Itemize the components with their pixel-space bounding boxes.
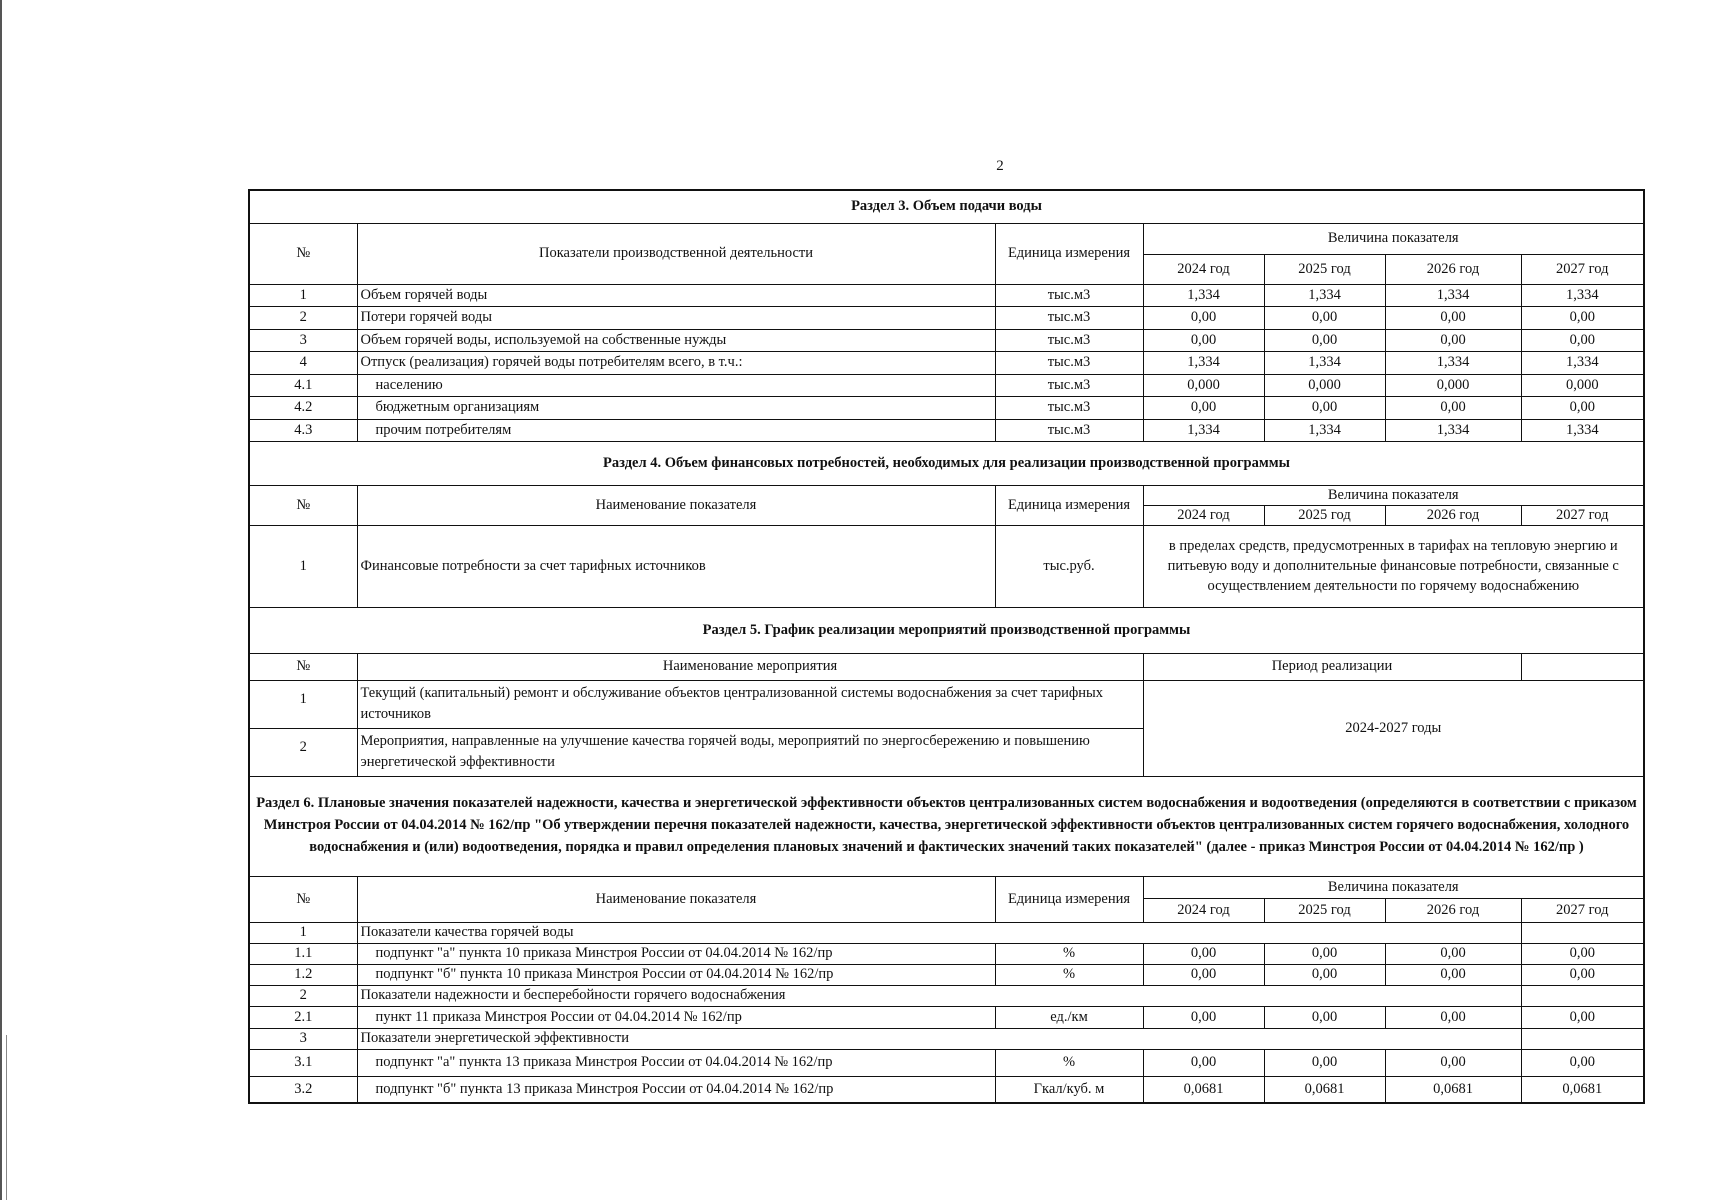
row-value: 1,334 [1521,351,1644,374]
header-value: Величина показателя [1143,876,1644,898]
section4-title: Раздел 4. Объем финансовых потребностей, необходимых для реализации производственной программы [249,441,1644,485]
section5-data-row [249,680,1644,728]
row-value: 1,334 [1521,284,1644,306]
header-empty [1521,653,1644,680]
header-no: № [249,223,357,284]
row-value: 0,00 [1521,1049,1644,1076]
header-unit: Единица измерения [995,876,1143,922]
row-number: 1.1 [249,943,357,964]
row-number: 3.2 [249,1076,357,1103]
row-value: 0,0681 [1521,1076,1644,1103]
row-value: 0,00 [1521,964,1644,985]
row-name: подпункт "б" пункта 10 приказа Минстроя России от 04.04.2014 № 162/пр [357,964,995,985]
header-unit: Единица измерения [995,223,1143,284]
header-year: 2027 год [1521,898,1644,922]
group-empty [1521,985,1644,1006]
row-value: 0,00 [1385,1006,1521,1028]
row-name: Потери горячей воды [357,306,995,329]
row-value: 0,00 [1264,329,1385,351]
row-value: 1,334 [1385,284,1521,306]
row-value: 1,334 [1143,419,1264,441]
row-value: 1,334 [1385,419,1521,441]
row-value: 1,334 [1521,419,1644,441]
group-name: Показатели энергетической эффективности [357,1028,1521,1049]
header-name: Наименование мероприятия [357,653,1143,680]
section4-header-row [249,485,1644,505]
row-number: 4 [249,351,357,374]
row-value: 0,00 [1264,964,1385,985]
header-year: 2027 год [1521,505,1644,525]
row-value: 0,00 [1143,306,1264,329]
row-number: 1 [249,525,357,607]
row-value: 0,00 [1385,396,1521,419]
section5-header-row [249,653,1644,680]
header-year: 2026 год [1385,898,1521,922]
header-year: 2024 год [1143,898,1264,922]
row-unit: % [995,964,1143,985]
row-value: 0,00 [1385,943,1521,964]
row-value: 0,00 [1264,306,1385,329]
section3-header-row [249,223,1644,254]
row-name: пункт 11 приказа Минстроя России от 04.04.2014 № 162/пр [357,1006,995,1028]
section4-data-row [249,525,1644,607]
section6-header-row [249,876,1644,898]
row-value: 0,00 [1521,306,1644,329]
row-number: 2 [249,728,357,776]
row-number: 4.2 [249,396,357,419]
row-name: подпункт "а" пункта 10 приказа Минстроя России от 04.04.2014 № 162/пр [357,943,995,964]
section3-data-row [249,329,1644,351]
row-number: 4.1 [249,374,357,396]
row-unit: тыс.м3 [995,284,1143,306]
period-value: 2024-2027 годы [1143,680,1644,776]
row-unit: тыс.м3 [995,396,1143,419]
section3-data-row [249,396,1644,419]
section6-data-row [249,1006,1644,1028]
header-year: 2025 год [1264,254,1385,284]
section6-group-row [249,922,1644,943]
section3-data-row [249,306,1644,329]
row-name: населению [357,374,995,396]
row-value: 0,00 [1264,396,1385,419]
row-unit: тыс.руб. [995,525,1143,607]
row-unit: % [995,943,1143,964]
row-value: 1,334 [1264,351,1385,374]
row-name: Объем горячей воды [357,284,995,306]
group-name: Показатели качества горячей воды [357,922,1521,943]
row-value: 0,00 [1521,396,1644,419]
row-value: 0,000 [1385,374,1521,396]
header-no: № [249,876,357,922]
scan-edge-line [0,0,2,1200]
row-value: 0,00 [1385,964,1521,985]
row-value: 0,00 [1264,1049,1385,1076]
group-name: Показатели надежности и бесперебойности горячего водоснабжения [357,985,1521,1006]
row-unit: тыс.м3 [995,374,1143,396]
row-number: 1 [249,922,357,943]
row-number: 2.1 [249,1006,357,1028]
header-year: 2024 год [1143,254,1264,284]
row-number: 1.2 [249,964,357,985]
header-no: № [249,485,357,525]
row-value: 0,00 [1143,1006,1264,1028]
row-value: 0,00 [1385,1049,1521,1076]
header-unit: Единица измерения [995,485,1143,525]
row-value: 0,0681 [1264,1076,1385,1103]
header-name: Показатели производственной деятельности [357,223,995,284]
section3-title: Раздел 3. Объем подачи воды [249,190,1644,223]
row-value: 0,00 [1143,396,1264,419]
section3-data-row [249,351,1644,374]
row-value: 0,00 [1143,943,1264,964]
row-value: 1,334 [1385,351,1521,374]
header-year: 2027 год [1521,254,1644,284]
section6-data-row [249,964,1644,985]
row-unit: Гкал/куб. м [995,1076,1143,1103]
row-name: Отпуск (реализация) горячей воды потребителям всего, в т.ч.: [357,351,995,374]
header-year: 2026 год [1385,254,1521,284]
row-value: 0,00 [1521,1006,1644,1028]
row-number: 1 [249,680,357,728]
section3-data-row [249,419,1644,441]
scan-edge-line [6,1035,7,1200]
row-number: 3.1 [249,1049,357,1076]
row-name: подпункт "б" пункта 13 приказа Минстроя России от 04.04.2014 № 162/пр [357,1076,995,1103]
section4-title-row [249,441,1644,485]
row-unit: тыс.м3 [995,351,1143,374]
row-value: 0,00 [1264,1006,1385,1028]
section3-title-row [249,190,1644,223]
header-period: Период реализации [1143,653,1521,680]
row-value: 0,0681 [1143,1076,1264,1103]
row-name: подпункт "а" пункта 13 приказа Минстроя России от 04.04.2014 № 162/пр [357,1049,995,1076]
row-value: 1,334 [1264,419,1385,441]
section6-group-row [249,1028,1644,1049]
row-value-text: в пределах средств, предусмотренных в тарифах на тепловую энергию и питьевую воду и дополнительные финансовые потребности, связанные с осуществлением деятельности по горячему водоснабжению [1143,525,1644,607]
header-year: 2025 год [1264,505,1385,525]
section6-data-row [249,1076,1644,1103]
row-value: 0,00 [1385,329,1521,351]
row-unit: % [995,1049,1143,1076]
row-name: бюджетным организациям [357,396,995,419]
row-number: 2 [249,985,357,1006]
production-program-table [248,189,1645,1104]
row-unit: тыс.м3 [995,329,1143,351]
row-value: 1,334 [1143,284,1264,306]
section6-data-row [249,1049,1644,1076]
header-name: Наименование показателя [357,876,995,922]
header-year: 2025 год [1264,898,1385,922]
row-value: 0,00 [1521,943,1644,964]
section5-title-row [249,607,1644,653]
group-empty [1521,1028,1644,1049]
row-value: 0,000 [1143,374,1264,396]
header-year: 2026 год [1385,505,1521,525]
row-value: 0,00 [1521,329,1644,351]
row-number: 1 [249,284,357,306]
row-value: 0,000 [1264,374,1385,396]
section6-group-row [249,985,1644,1006]
section6-title: Раздел 6. Плановые значения показателей надежности, качества и энергетической эффективности объектов централизованных систем водоснабжения и водоотведения (определяются в соответствии с приказом Минстроя России от 04.04.2014 № 162/пр "Об утверждении перечня показателей надежности, качества, энергетической эффективности объектов централизованных систем горячего водоснабжения, холодного водоснабжения и (или) водоотведения, порядка и правил определения плановых значений и фактических значений таких показателей" (далее - приказ Минстроя России от 04.04.2014 № 162/пр ) [249,776,1644,876]
row-value: 0,0681 [1385,1076,1521,1103]
row-value: 1,334 [1143,351,1264,374]
page-number: 2 [996,158,1004,174]
row-unit: тыс.м3 [995,419,1143,441]
row-value: 1,334 [1264,284,1385,306]
header-year: 2024 год [1143,505,1264,525]
header-name: Наименование показателя [357,485,995,525]
row-value: 0,00 [1143,1049,1264,1076]
row-number: 3 [249,1028,357,1049]
row-value: 0,00 [1143,964,1264,985]
section3-data-row [249,284,1644,306]
row-name: прочим потребителям [357,419,995,441]
header-value: Величина показателя [1143,223,1644,254]
section6-title-row [249,776,1644,876]
section5-title: Раздел 5. График реализации мероприятий производственной программы [249,607,1644,653]
row-value: 0,000 [1521,374,1644,396]
row-name: Финансовые потребности за счет тарифных источников [357,525,995,607]
row-unit: тыс.м3 [995,306,1143,329]
header-value: Величина показателя [1143,485,1644,505]
row-number: 4.3 [249,419,357,441]
row-name: Текущий (капитальный) ремонт и обслуживание объектов централизованной системы водоснабжения за счет тарифных источников [357,680,1143,728]
row-value: 0,00 [1143,329,1264,351]
row-value: 0,00 [1264,943,1385,964]
row-name: Мероприятия, направленные на улучшение качества горячей воды, мероприятий по энергосбережению и повышению энергетической эффективности [357,728,1143,776]
section6-data-row [249,943,1644,964]
row-name: Объем горячей воды, используемой на собственные нужды [357,329,995,351]
group-empty [1521,922,1644,943]
row-unit: ед./км [995,1006,1143,1028]
section3-data-row [249,374,1644,396]
header-no: № [249,653,357,680]
row-value: 0,00 [1385,306,1521,329]
row-number: 3 [249,329,357,351]
row-number: 2 [249,306,357,329]
